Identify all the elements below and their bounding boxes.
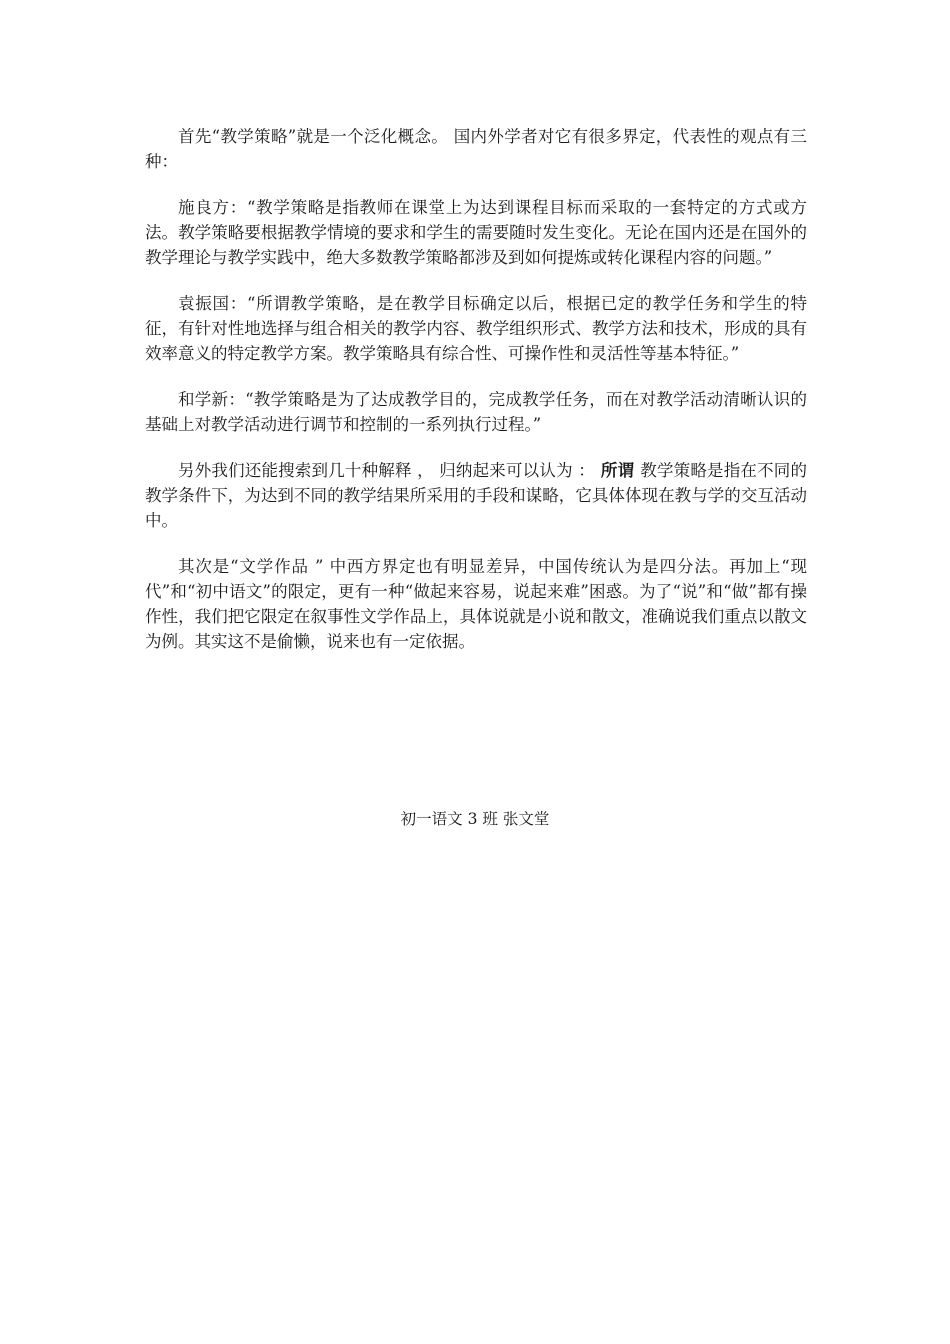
paragraph-quote-yuan-zhenguo: 袁振国：“所谓教学策略，是在教学目标确定以后，根据已定的教学任务和学生的特征，有针对性地选择与组合相关的教学内容、教学组织形式、教学方法和技术，形成的具有效率意义的特定教学方案。教学策略具有综合性、可操作性和灵活性等基本特征。” [145, 294, 807, 363]
paragraph-definition-intro: 首先“教学策略”就是一个泛化概念。 国内外学者对它有很多界定，代表性的观点有三种： [145, 127, 807, 171]
summary-text-after: 教学策略是指在不同的教学条件下，为达到不同的教学结果所采用的手段和谋略，它具体体现在教与学的交互活动中。 [145, 461, 807, 530]
document-body [145, 124, 807, 675]
paragraph-quote-he-xuexin: 和学新：“教学策略是为了达成教学目的，完成教学任务，而在对教学活动清晰认识的基础上对教学活动进行调节和控制的一系列执行过程。” [145, 390, 807, 434]
paragraph-quote-shi-liangfang: 施良方：“教学策略是指教师在课堂上为达到课程目标而采取的一套特定的方式或方法。教学策略要根据教学情境的要求和学生的需要随时发生变化。无论在国内还是在国外的教学理论与教学实践中，绝大多数教学策略都涉及到如何提炼或转化课程内容的问题。” [145, 198, 807, 267]
summary-bold-term: 所谓 [600, 461, 635, 480]
paragraph-literary-works: 其次是“文学作品 ” 中西方界定也有明显差异，中国传统认为是四分法。再加上“现代”和“初中语文”的限定，更有一种“做起来容易，说起来难”困惑。为了“说”和“做”都有操作性，我们把它限定在叙事性文学作品上，具体说就是小说和散文，准确说我们重点以散文为例。其实这不是偷懒，说来也有一定依据。 [145, 557, 807, 651]
summary-text-before: 另外我们还能搜索到几十种解释 ， 归纳起来可以认为 ： [178, 461, 595, 480]
paragraph-summary-definition [145, 458, 807, 533]
author-signature: 初一语文 3 班 张文堂 [400, 810, 550, 828]
